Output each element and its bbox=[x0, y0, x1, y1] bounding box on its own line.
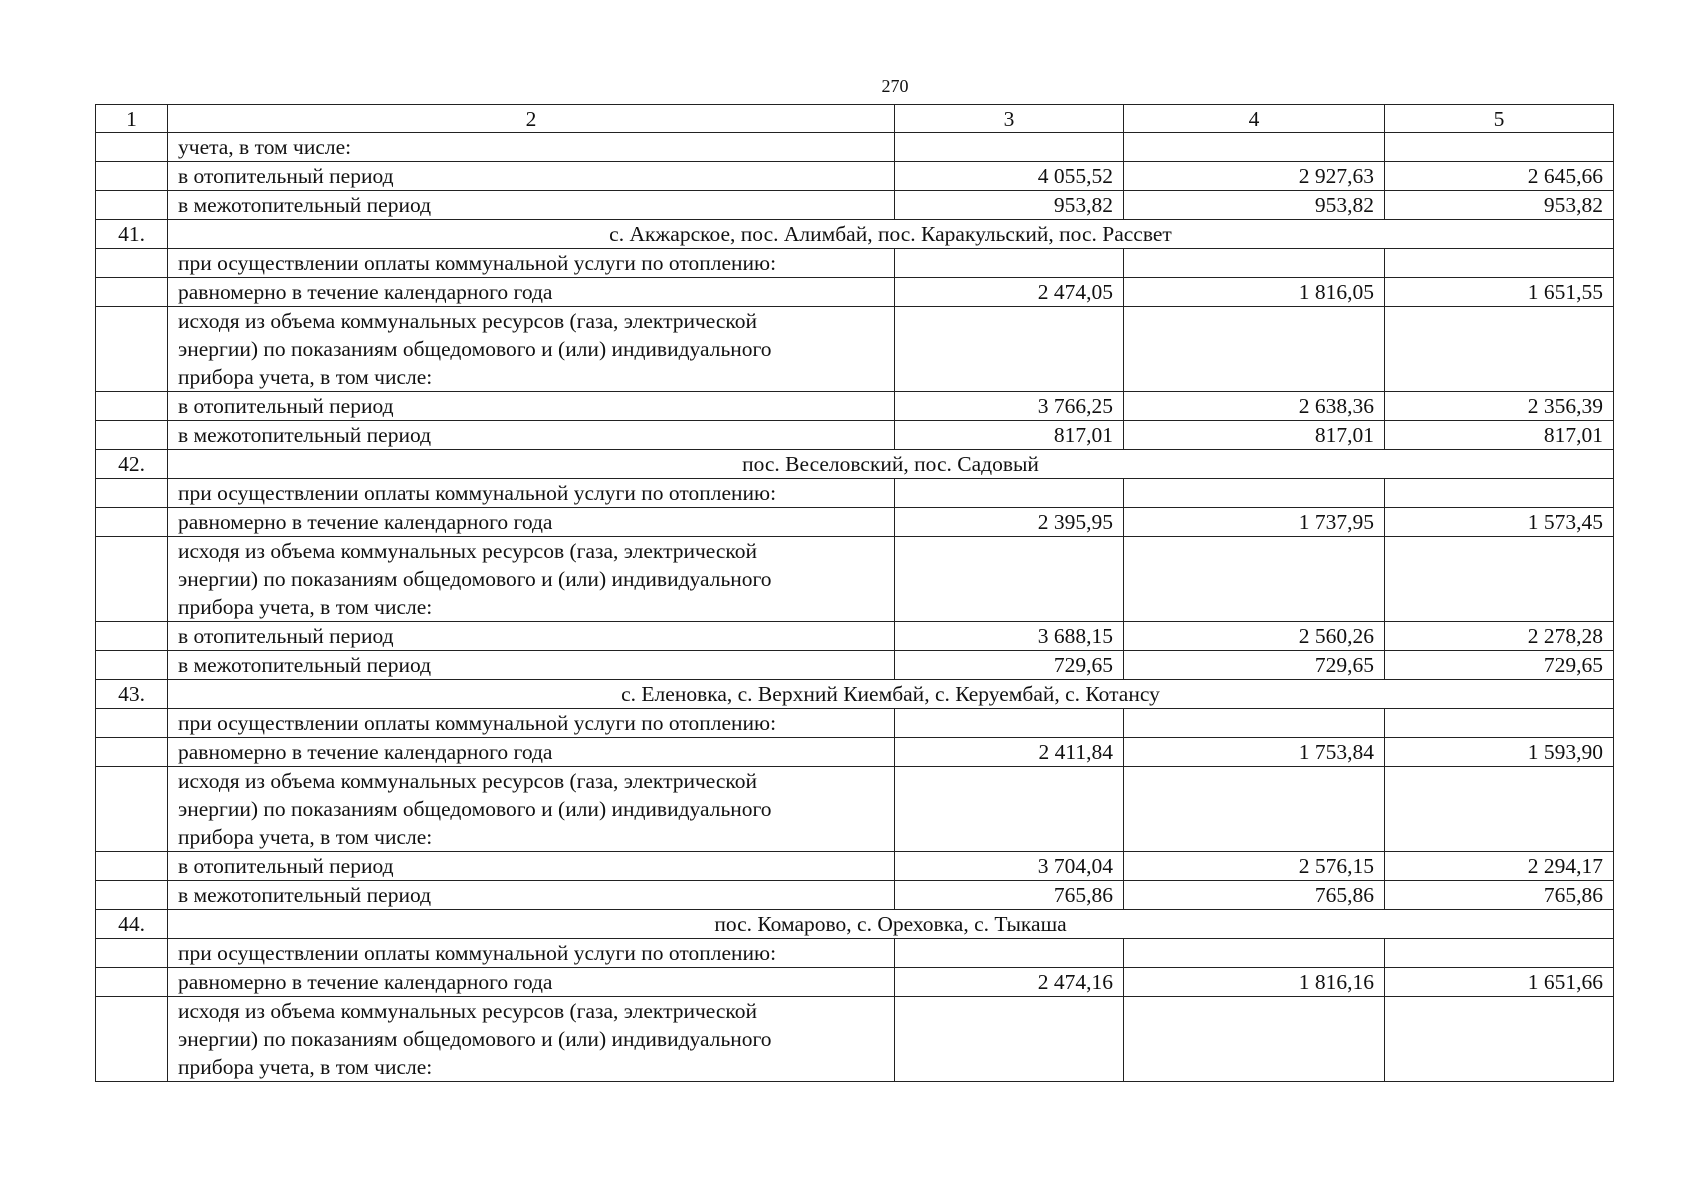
value-col3-cell bbox=[895, 939, 1124, 968]
value-col3-cell: 817,01 bbox=[895, 421, 1124, 450]
value-col4-cell: 817,01 bbox=[1124, 421, 1385, 450]
value-col5-cell: 1 651,55 bbox=[1385, 278, 1614, 307]
description-cell: в межотопительный период bbox=[168, 881, 895, 910]
tariff-table-body bbox=[96, 105, 1614, 1082]
value-col3-cell bbox=[895, 709, 1124, 738]
header-cell-2: 2 bbox=[168, 105, 895, 133]
section-header-row bbox=[96, 910, 1614, 939]
value-col3-cell bbox=[895, 479, 1124, 508]
description-line: исходя из объема коммунальных ресурсов (газа, электрической bbox=[178, 769, 758, 793]
index-cell bbox=[96, 852, 168, 881]
value-col4-cell bbox=[1124, 249, 1385, 278]
header-cell-3: 3 bbox=[895, 105, 1124, 133]
description-line: прибора учета, в том числе: bbox=[178, 1055, 433, 1079]
value-col5-cell: 2 356,39 bbox=[1385, 392, 1614, 421]
description-cell: при осуществлении оплаты коммунальной услуги по отоплению: bbox=[168, 709, 895, 738]
table-row bbox=[96, 133, 1614, 162]
value-col5-cell bbox=[1385, 479, 1614, 508]
metered-payment-row bbox=[96, 537, 1614, 622]
value-col4-cell: 2 576,15 bbox=[1124, 852, 1385, 881]
header-row bbox=[96, 105, 1614, 133]
section-location-cell: с. Акжарское, пос. Алимбай, пос. Каракульский, пос. Рассвет bbox=[168, 220, 1614, 249]
value-col5-cell bbox=[1385, 133, 1614, 162]
payment-mode-row bbox=[96, 939, 1614, 968]
description-cell bbox=[168, 307, 895, 392]
description-cell bbox=[168, 767, 895, 852]
description-cell: при осуществлении оплаты коммунальной услуги по отоплению: bbox=[168, 939, 895, 968]
description-cell: равномерно в течение календарного года bbox=[168, 278, 895, 307]
payment-mode-row bbox=[96, 709, 1614, 738]
value-col4-cell: 1 753,84 bbox=[1124, 738, 1385, 767]
description-line: прибора учета, в том числе: bbox=[178, 365, 433, 389]
value-col3-cell bbox=[895, 249, 1124, 278]
value-col3-cell: 729,65 bbox=[895, 651, 1124, 680]
section-index-cell: 42. bbox=[96, 450, 168, 479]
page-number: 270 bbox=[881, 76, 909, 96]
index-cell bbox=[96, 709, 168, 738]
index-cell bbox=[96, 133, 168, 162]
payment-mode-row bbox=[96, 249, 1614, 278]
heating-period-row bbox=[96, 622, 1614, 651]
index-cell bbox=[96, 479, 168, 508]
description-line: прибора учета, в том числе: bbox=[178, 825, 433, 849]
uniform-payment-row bbox=[96, 738, 1614, 767]
value-col4-cell bbox=[1124, 709, 1385, 738]
metered-payment-row bbox=[96, 997, 1614, 1082]
value-col3-cell bbox=[895, 133, 1124, 162]
uniform-payment-row bbox=[96, 508, 1614, 537]
value-col5-cell bbox=[1385, 709, 1614, 738]
value-col5-cell bbox=[1385, 307, 1614, 392]
value-col3-cell: 2 474,16 bbox=[895, 968, 1124, 997]
value-col5-cell bbox=[1385, 939, 1614, 968]
value-col3-cell: 3 766,25 bbox=[895, 392, 1124, 421]
value-col4-cell: 765,86 bbox=[1124, 881, 1385, 910]
description-cell: в отопительный период bbox=[168, 622, 895, 651]
index-cell bbox=[96, 307, 168, 392]
metered-payment-row bbox=[96, 307, 1614, 392]
value-col5-cell bbox=[1385, 249, 1614, 278]
description-line: исходя из объема коммунальных ресурсов (газа, электрической bbox=[178, 999, 758, 1023]
description-cell: в межотопительный период bbox=[168, 191, 895, 220]
value-col5-cell: 817,01 bbox=[1385, 421, 1614, 450]
index-cell bbox=[96, 278, 168, 307]
value-col3-cell: 2 395,95 bbox=[895, 508, 1124, 537]
value-col4-cell bbox=[1124, 939, 1385, 968]
description-cell: учета, в том числе: bbox=[168, 133, 895, 162]
value-col5-cell: 1 593,90 bbox=[1385, 738, 1614, 767]
value-col3-cell bbox=[895, 767, 1124, 852]
table-row bbox=[96, 191, 1614, 220]
value-col5-cell: 765,86 bbox=[1385, 881, 1614, 910]
section-header-row bbox=[96, 220, 1614, 249]
offseason-period-row bbox=[96, 421, 1614, 450]
value-col3-cell bbox=[895, 307, 1124, 392]
value-col5-cell: 2 645,66 bbox=[1385, 162, 1614, 191]
section-header-row bbox=[96, 680, 1614, 709]
value-col5-cell: 1 651,66 bbox=[1385, 968, 1614, 997]
description-cell: равномерно в течение календарного года bbox=[168, 738, 895, 767]
header-cell-5: 5 bbox=[1385, 105, 1614, 133]
index-cell bbox=[96, 191, 168, 220]
index-cell bbox=[96, 651, 168, 680]
value-col5-cell: 953,82 bbox=[1385, 191, 1614, 220]
description-line: энергии) по показаниям общедомового и (или) индивидуального bbox=[178, 797, 772, 821]
value-col5-cell: 2 278,28 bbox=[1385, 622, 1614, 651]
index-cell bbox=[96, 392, 168, 421]
header-cell-4: 4 bbox=[1124, 105, 1385, 133]
section-index-cell: 44. bbox=[96, 910, 168, 939]
uniform-payment-row bbox=[96, 968, 1614, 997]
value-col5-cell bbox=[1385, 537, 1614, 622]
description-cell: равномерно в течение календарного года bbox=[168, 968, 895, 997]
value-col3-cell: 953,82 bbox=[895, 191, 1124, 220]
index-cell bbox=[96, 881, 168, 910]
value-col5-cell: 729,65 bbox=[1385, 651, 1614, 680]
value-col3-cell bbox=[895, 997, 1124, 1082]
description-line: энергии) по показаниям общедомового и (или) индивидуального bbox=[178, 337, 772, 361]
value-col4-cell: 2 927,63 bbox=[1124, 162, 1385, 191]
payment-mode-row bbox=[96, 479, 1614, 508]
offseason-period-row bbox=[96, 651, 1614, 680]
section-header-row bbox=[96, 450, 1614, 479]
value-col4-cell bbox=[1124, 767, 1385, 852]
tariff-table bbox=[95, 104, 1614, 1082]
value-col4-cell bbox=[1124, 307, 1385, 392]
index-cell bbox=[96, 968, 168, 997]
description-cell: в межотопительный период bbox=[168, 651, 895, 680]
value-col4-cell bbox=[1124, 479, 1385, 508]
value-col3-cell bbox=[895, 537, 1124, 622]
value-col4-cell: 729,65 bbox=[1124, 651, 1385, 680]
value-col5-cell: 2 294,17 bbox=[1385, 852, 1614, 881]
section-location-cell: пос. Комарово, с. Ореховка, с. Тыкаша bbox=[168, 910, 1614, 939]
description-line: исходя из объема коммунальных ресурсов (газа, электрической bbox=[178, 309, 758, 333]
value-col4-cell bbox=[1124, 537, 1385, 622]
description-cell: в межотопительный период bbox=[168, 421, 895, 450]
index-cell bbox=[96, 421, 168, 450]
value-col3-cell: 2 411,84 bbox=[895, 738, 1124, 767]
index-cell bbox=[96, 162, 168, 191]
value-col5-cell: 1 573,45 bbox=[1385, 508, 1614, 537]
metered-payment-row bbox=[96, 767, 1614, 852]
index-cell bbox=[96, 622, 168, 651]
offseason-period-row bbox=[96, 881, 1614, 910]
value-col4-cell: 953,82 bbox=[1124, 191, 1385, 220]
value-col4-cell: 2 638,36 bbox=[1124, 392, 1385, 421]
section-location-cell: пос. Веселовский, пос. Садовый bbox=[168, 450, 1614, 479]
value-col3-cell: 4 055,52 bbox=[895, 162, 1124, 191]
index-cell bbox=[96, 767, 168, 852]
value-col4-cell bbox=[1124, 133, 1385, 162]
value-col3-cell: 765,86 bbox=[895, 881, 1124, 910]
description-cell bbox=[168, 997, 895, 1082]
description-cell: при осуществлении оплаты коммунальной услуги по отоплению: bbox=[168, 479, 895, 508]
description-line: прибора учета, в том числе: bbox=[178, 595, 433, 619]
section-location-cell: с. Еленовка, с. Верхний Киембай, с. Керуембай, с. Котансу bbox=[168, 680, 1614, 709]
description-line: энергии) по показаниям общедомового и (или) индивидуального bbox=[178, 567, 772, 591]
value-col5-cell bbox=[1385, 767, 1614, 852]
description-cell bbox=[168, 537, 895, 622]
value-col4-cell bbox=[1124, 997, 1385, 1082]
value-col3-cell: 3 704,04 bbox=[895, 852, 1124, 881]
value-col4-cell: 1 737,95 bbox=[1124, 508, 1385, 537]
section-index-cell: 43. bbox=[96, 680, 168, 709]
description-cell: при осуществлении оплаты коммунальной услуги по отоплению: bbox=[168, 249, 895, 278]
description-cell: в отопительный период bbox=[168, 392, 895, 421]
description-cell: в отопительный период bbox=[168, 162, 895, 191]
value-col4-cell: 1 816,05 bbox=[1124, 278, 1385, 307]
value-col4-cell: 1 816,16 bbox=[1124, 968, 1385, 997]
section-index-cell: 41. bbox=[96, 220, 168, 249]
value-col3-cell: 2 474,05 bbox=[895, 278, 1124, 307]
description-cell: в отопительный период bbox=[168, 852, 895, 881]
header-cell-1: 1 bbox=[96, 105, 168, 133]
heating-period-row bbox=[96, 852, 1614, 881]
index-cell bbox=[96, 249, 168, 278]
index-cell bbox=[96, 738, 168, 767]
index-cell bbox=[96, 997, 168, 1082]
uniform-payment-row bbox=[96, 278, 1614, 307]
index-cell bbox=[96, 508, 168, 537]
value-col5-cell bbox=[1385, 997, 1614, 1082]
description-cell: равномерно в течение календарного года bbox=[168, 508, 895, 537]
index-cell bbox=[96, 939, 168, 968]
index-cell bbox=[96, 537, 168, 622]
value-col3-cell: 3 688,15 bbox=[895, 622, 1124, 651]
heating-period-row bbox=[96, 392, 1614, 421]
description-line: исходя из объема коммунальных ресурсов (газа, электрической bbox=[178, 539, 758, 563]
table-row bbox=[96, 162, 1614, 191]
value-col4-cell: 2 560,26 bbox=[1124, 622, 1385, 651]
description-line: энергии) по показаниям общедомового и (или) индивидуального bbox=[178, 1027, 772, 1051]
